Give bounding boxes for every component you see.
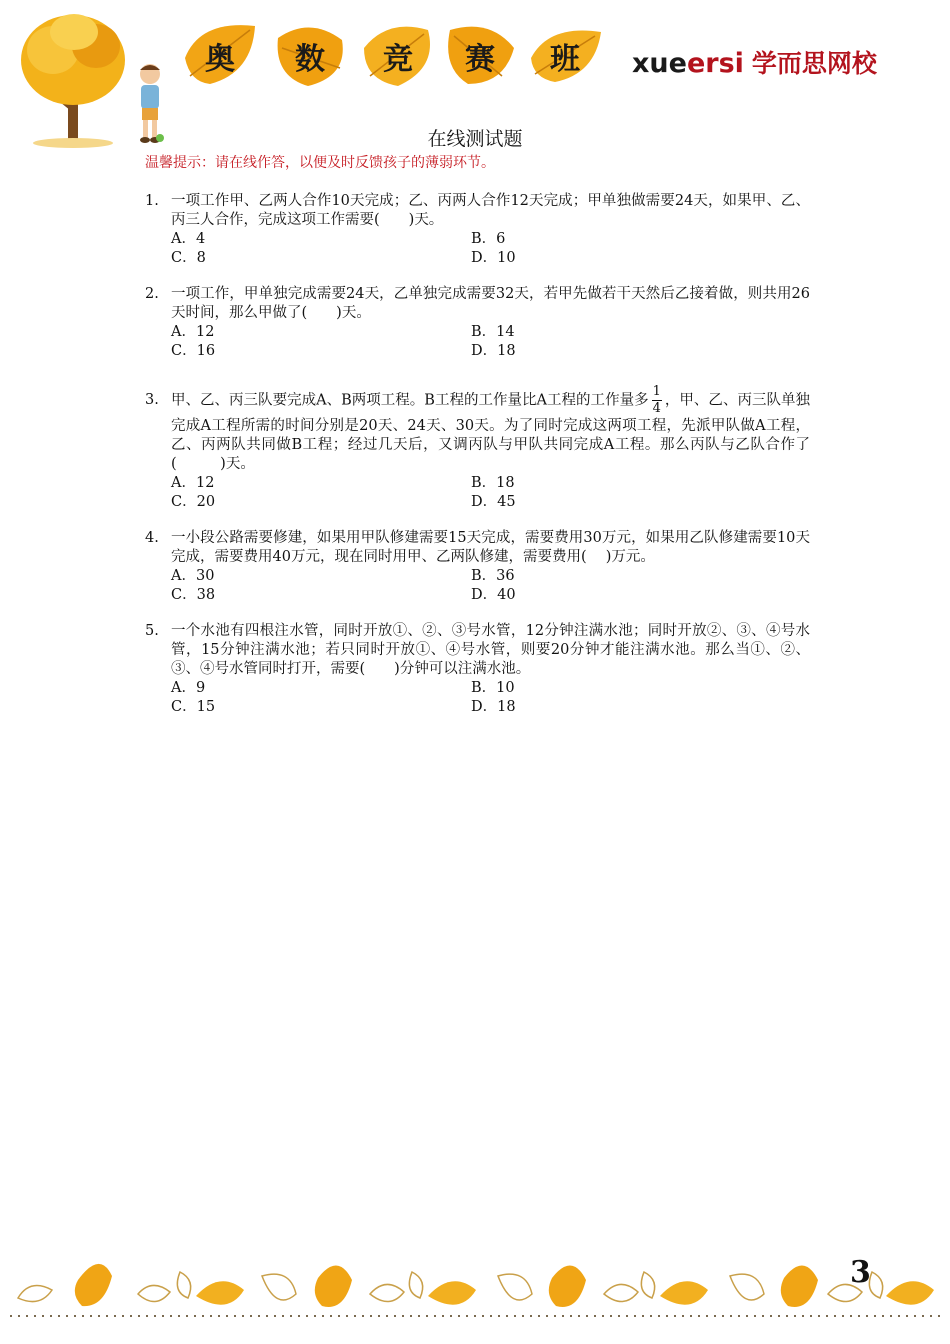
title-leaf-4 [440,18,520,88]
option-b[interactable]: B．10 [471,680,515,696]
title-leaf-3 [358,18,438,88]
question-5 [145,622,810,716]
option-c[interactable]: C．38 [171,586,216,603]
option-a[interactable]: A．9 [171,680,206,696]
question-text: 一个水池有四根注水管，同时开放①、②、③号水管，12分钟注满水池；同时开放②、③、④号水管，15分钟注满水池；若只同时开放①、④号水管，则要20分钟才能注满水池。那么当①、②、③、④号水管同时打开，需要( )分钟可以注满水池。 [171,623,810,677]
title-leaf-1 [180,18,260,88]
question-number: 1. [145,193,159,209]
question-stem [145,285,810,323]
option-list [145,230,810,267]
option-b[interactable]: B．6 [471,231,506,247]
question-3 [145,384,810,511]
fraction-numerator: 1 [652,384,661,399]
question-number: 2. [145,286,159,302]
question-number: 5. [145,623,159,639]
title-char-2: 数 [295,42,325,77]
option-a[interactable]: A．30 [171,568,215,584]
option-b[interactable]: B．14 [471,324,515,340]
title-char-5: 班 [550,42,580,77]
fraction [652,384,662,417]
question-text: 一小段公路需要修建，如果用甲队修建需要15天完成，需要费用30万元，如果用乙队修建需要10天完成，需要费用40万元，现在同时用甲、乙两队修建，需要费用( )万元。 [171,530,810,565]
option-c[interactable]: C．20 [171,493,216,510]
option-d[interactable]: D．18 [471,342,516,359]
option-a[interactable]: A．12 [171,324,215,340]
question-number: 3. [145,392,159,408]
brand-latin-part-2: ersi [686,48,744,79]
option-b[interactable]: B．36 [471,568,515,584]
option-c[interactable]: C．16 [171,342,216,359]
option-list [145,474,810,511]
brand-latin-part-1: xue [632,48,687,79]
question-text-part-2: ，甲、乙、丙三队单独完成A工程所需的时间分别是20天、24天、30天。为了同时完成这两项工程，先派甲队做A工程，乙、丙两队共同做B工程；经过几天后，又调丙队与甲队共同完成A工程。那么丙队与乙队合作了( )天。 [171,392,810,472]
leaf-row-icon [18,1264,934,1307]
title-char-3: 竞 [383,42,413,77]
question-1 [145,192,810,267]
question-list [145,192,810,734]
option-list [145,567,810,604]
question-stem [145,192,810,230]
question-text-part-1: 甲、乙、丙三队要完成A、B两项工程。B工程的工作量比A工程的工作量多 [171,392,649,409]
footer-leaf-border [0,1250,950,1344]
question-stem [145,384,810,474]
title-leaf-5 [525,18,605,88]
option-a[interactable]: A．12 [171,475,215,491]
question-number: 4. [145,530,159,546]
option-b[interactable]: B．18 [471,475,515,491]
question-text: 一项工作，甲单独完成需要24天，乙单独完成需要32天，若甲先做若干天然后乙接着做，则共用26天时间，那么甲做了( )天。 [171,286,810,321]
title-leaf-2 [270,18,350,88]
option-d[interactable]: D．45 [471,493,516,510]
option-c[interactable]: C．15 [171,698,216,715]
option-a[interactable]: A．4 [171,231,206,247]
question-2 [145,285,810,360]
question-stem [145,529,810,567]
question-stem [145,622,810,679]
question-text: 一项工作甲、乙两人合作10天完成；乙、丙两人合作12天完成；甲单独做需要24天，如果甲、乙、丙三人合作，完成这项工作需要( )天。 [171,193,810,228]
option-list [145,679,810,716]
page-title: 在线测试题 [427,128,523,150]
tip-text: 温馨提示：请在线作答，以便及时反馈孩子的薄弱环节。 [145,155,495,171]
question-4 [145,529,810,604]
brand-chinese: 学而思网校 [751,49,877,78]
option-c[interactable]: C．8 [171,249,206,266]
option-d[interactable]: D．40 [471,586,516,603]
fraction-denominator: 4 [652,401,661,416]
page-number: 3 [850,1255,871,1290]
option-d[interactable]: D．10 [471,249,516,266]
option-list [145,323,810,360]
title-char-4: 赛 [465,42,495,77]
option-d[interactable]: D．18 [471,698,516,715]
title-char-1: 奥 [205,42,235,77]
brand-logo [632,44,877,80]
